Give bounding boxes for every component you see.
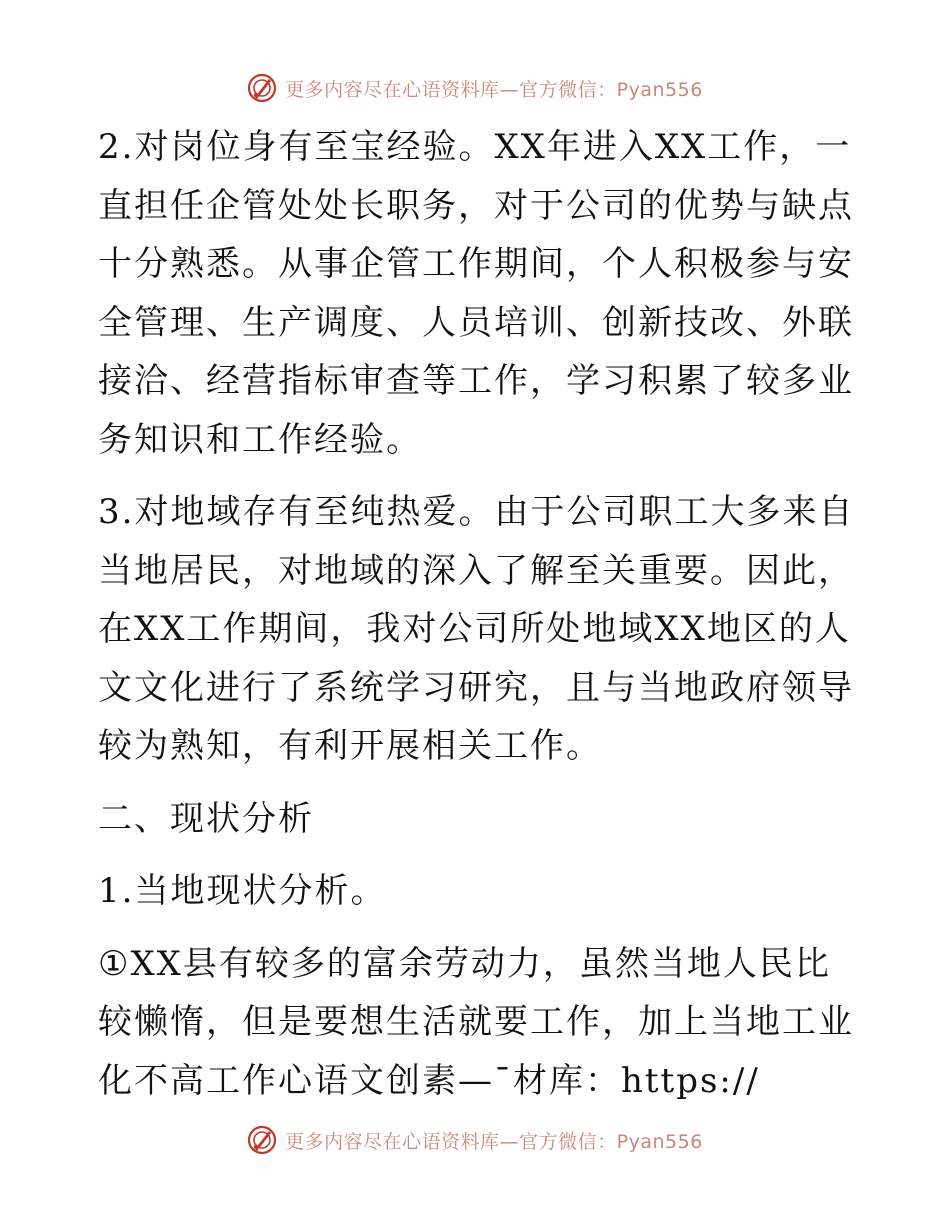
section-heading: 二、现状分析 — [98, 798, 314, 839]
document-body — [98, 118, 858, 1110]
watermark-text: 更多内容尽在心语资料库—官方微信：Pyan556 — [285, 78, 703, 101]
subsection-heading: 1.当地现状分析。 — [98, 871, 387, 911]
watermark-text: 更多内容尽在心语资料库—官方微信：Pyan556 — [285, 1130, 703, 1153]
footer-watermark — [0, 1122, 950, 1158]
brand-logo-icon — [247, 1125, 277, 1155]
paragraph-labor: ①XX县有较多的富余劳动力，虽然当地人民比较懒惰，但是要想生活就要工作，加上当地工业化不高工作心语文创素—¯材库：https:// — [98, 943, 854, 1101]
paragraph-experience: 2.对岗位身有至宝经验。XX年进入XX工作，一直担任企管处处长职务，对于公司的优势与缺点十分熟悉。从事企管工作期间，个人积极参与安全管理、生产调度、人员培训、创新技改、外联接洽、经营指标审查等工作，学习积累了较多业务知识和工作经验。 — [98, 127, 854, 460]
header-watermark — [0, 70, 950, 106]
paragraph-region: 3.对地域存有至纯热爱。由于公司职工大多来自当地居民，对地域的深入了解至关重要。因此，在XX工作期间，我对公司所处地域XX地区的人文文化进行了系统学习研究，且与当地政府领导较为熟知，有利开展相关工作。 — [98, 492, 855, 766]
brand-logo-icon — [247, 73, 277, 103]
